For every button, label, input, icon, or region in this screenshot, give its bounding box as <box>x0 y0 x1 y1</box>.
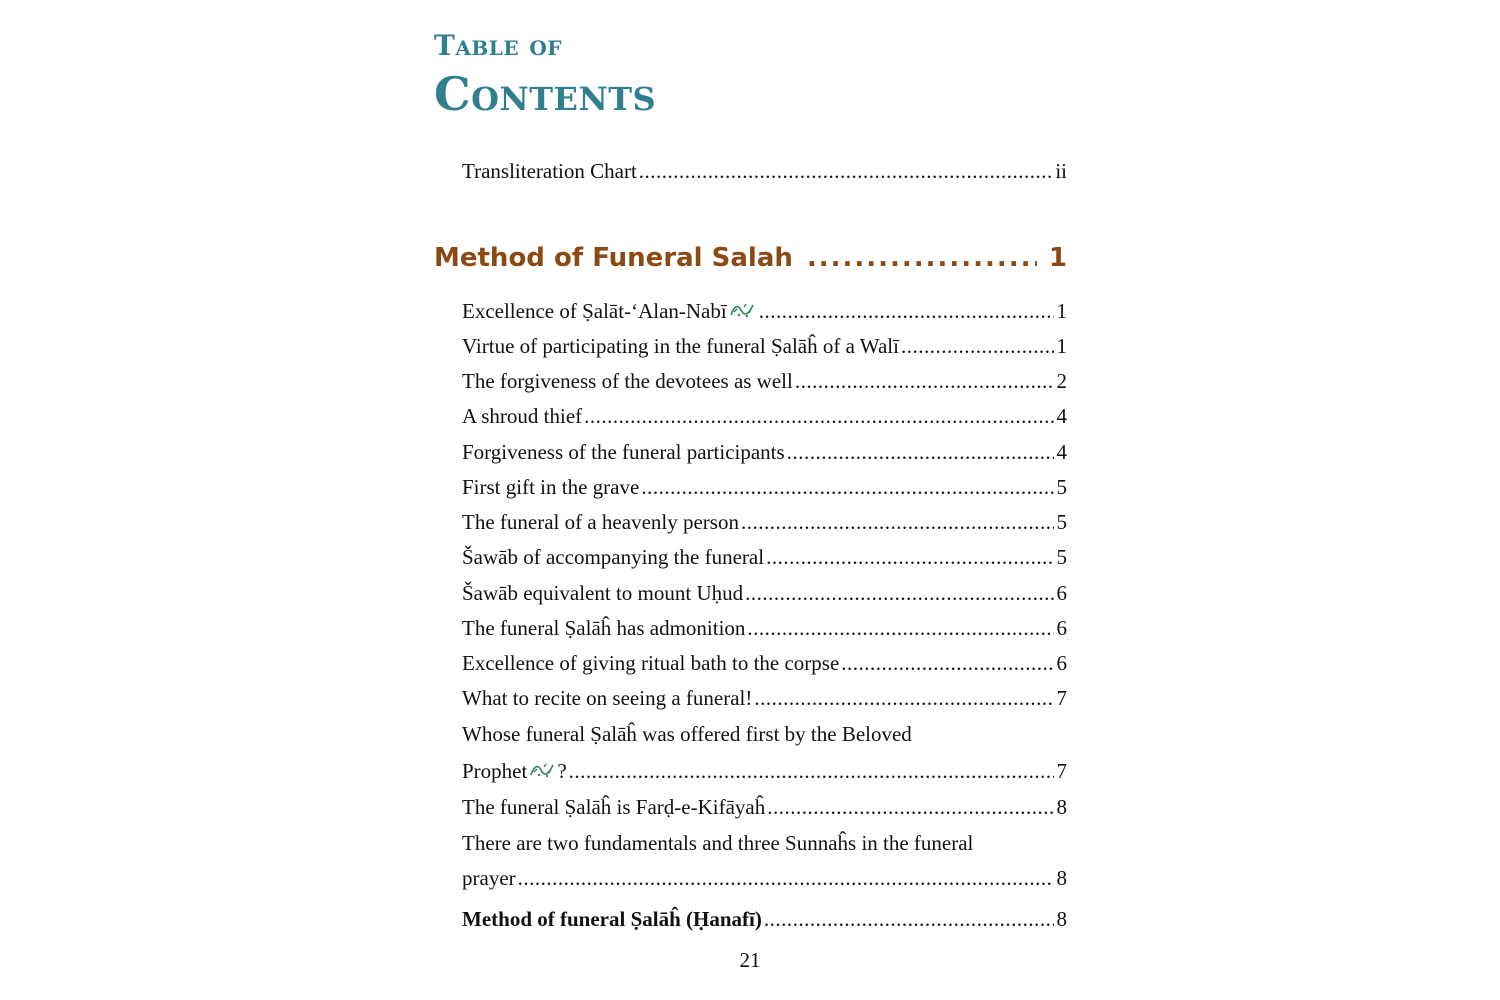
toc-entry-line1[interactable]: There are two fundamentals and three Sunnaĥs in the funeral <box>462 831 974 855</box>
toc-entry[interactable]: Virtue of participating in the funeral Ṣalāĥ of a Walī ..... 1 <box>462 332 1067 360</box>
toc-entry-bold[interactable]: Method of funeral Ṣalāĥ (Ḥanafī) ..... 8 <box>462 905 1067 933</box>
section-title: Method of Funeral Salah <box>434 243 793 273</box>
toc-entry[interactable]: Excellence of giving ritual bath to the corpse ..... 6 <box>462 649 1067 677</box>
toc-page-ref: 1 <box>1056 334 1067 358</box>
toc-page-ref: 8 <box>1056 907 1067 931</box>
toc-title-line2: Contents <box>434 67 657 121</box>
toc-section-method-of-funeral-salah[interactable] <box>434 241 1067 275</box>
toc-page-ref: 6 <box>1056 616 1067 640</box>
toc-page-ref: 6 <box>1056 651 1067 675</box>
toc-entry-line2[interactable]: prayer ..... 8 <box>462 864 1067 892</box>
toc-entry[interactable]: The funeral Ṣalāĥ is Farḍ-e-Kifāyaĥ ..... 8 <box>462 793 1067 821</box>
toc-page-ref: 4 <box>1056 440 1067 464</box>
section-page-ref: 1 <box>1048 243 1067 273</box>
leader-dots <box>901 332 1054 360</box>
toc-entry[interactable]: What to recite on seeing a funeral! ..... 7 <box>462 684 1067 712</box>
leader-dots <box>807 241 1037 275</box>
toc-entry[interactable]: The funeral Ṣalāĥ has admonition ..... 6 <box>462 614 1067 642</box>
leader-dots <box>569 757 1054 785</box>
toc-entry[interactable]: Excellence of Ṣalāt-‘Alan-Nabī ..... 1 <box>462 297 1067 325</box>
toc-entry-line1[interactable]: Whose funeral Ṣalāĥ was offered first by the Beloved <box>462 722 912 746</box>
toc-page-ref: 5 <box>1056 475 1067 499</box>
toc-entry[interactable]: Šawāb equivalent to mount Uḥud ..... 6 <box>462 579 1067 607</box>
toc-page-ref: ii <box>1055 159 1067 183</box>
leader-dots <box>759 297 1054 325</box>
toc-entry[interactable]: Šawāb of accompanying the funeral ..... 5 <box>462 543 1067 571</box>
toc-entry-line2[interactable]: Prophet ? ..... 7 <box>462 757 1067 785</box>
toc-entry[interactable]: Forgiveness of the funeral participants ..... 4 <box>462 438 1067 466</box>
toc-title-line1: Table of <box>434 29 562 62</box>
leader-dots <box>518 864 1054 892</box>
toc-entry[interactable]: A shroud thief ..... 4 <box>462 402 1067 430</box>
toc-page-ref: 2 <box>1056 369 1067 393</box>
toc-entry[interactable]: The funeral of a heavenly person ..... 5 <box>462 508 1067 536</box>
page-number: 21 <box>739 948 761 972</box>
salutation-calligraphy-icon <box>528 760 556 780</box>
toc-entry[interactable]: The forgiveness of the devotees as well ..... 2 <box>462 367 1067 395</box>
toc-page-ref: 5 <box>1056 510 1067 534</box>
leader-dots <box>764 905 1054 933</box>
leader-dots <box>639 157 1053 185</box>
leader-dots <box>745 579 1053 607</box>
leader-dots <box>795 367 1054 395</box>
leader-dots <box>584 402 1053 430</box>
leader-dots <box>741 508 1054 536</box>
toc-entry-transliteration-chart[interactable]: Transliteration Chart ..... ii <box>462 157 1067 185</box>
toc-page-ref: 7 <box>1056 759 1067 783</box>
leader-dots <box>747 614 1053 642</box>
toc-page-ref: 8 <box>1056 866 1067 890</box>
leader-dots <box>766 543 1053 571</box>
toc-page-ref: 7 <box>1056 686 1067 710</box>
toc-entry[interactable]: First gift in the grave ..... 5 <box>462 473 1067 501</box>
leader-dots <box>787 438 1054 466</box>
salutation-calligraphy-icon <box>728 300 756 320</box>
leader-dots <box>754 684 1053 712</box>
toc-page-ref: 5 <box>1056 545 1067 569</box>
leader-dots <box>767 793 1053 821</box>
toc-page-ref: 8 <box>1056 795 1067 819</box>
leader-dots <box>641 473 1053 501</box>
toc-page-ref: 1 <box>1056 299 1067 323</box>
toc-page-ref: 6 <box>1056 581 1067 605</box>
leader-dots <box>841 649 1053 677</box>
toc-page-ref: 4 <box>1056 404 1067 428</box>
